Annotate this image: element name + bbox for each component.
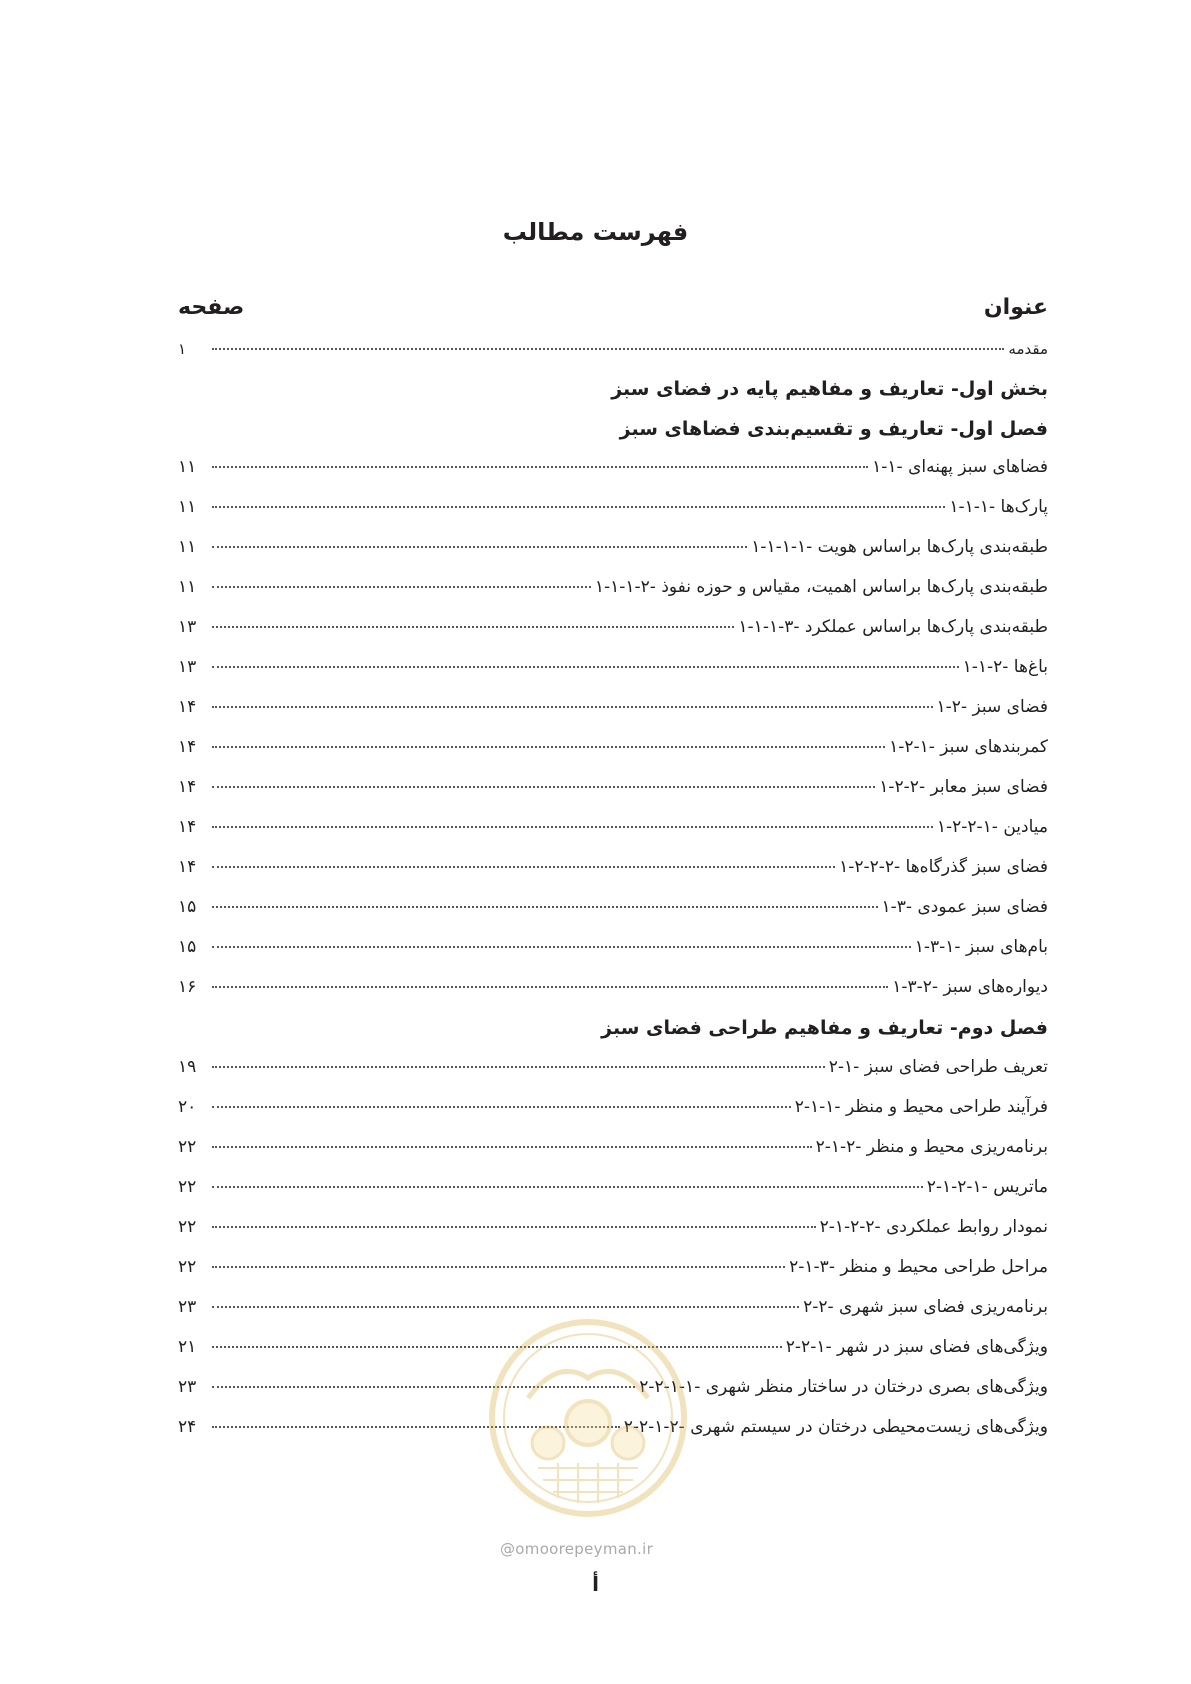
- dot-leader: [212, 946, 911, 948]
- dot-leader: [212, 1066, 825, 1068]
- dot-leader: [212, 1106, 791, 1108]
- dot-leader: [212, 506, 945, 508]
- toc-entry-title: ۲-۱-۲-۱- ماتریس: [926, 1177, 1048, 1197]
- toc-section-heading: بخش اول- تعاریف و مفاهیم پایه در فضای سبز: [611, 378, 1048, 400]
- toc-entry[interactable]: [178, 340, 1048, 358]
- dot-leader: [212, 626, 734, 628]
- toc-entry[interactable]: [178, 537, 1048, 557]
- toc-entry-page: ۱۹: [178, 1057, 197, 1077]
- toc-entry-title: مقدمه: [1008, 340, 1048, 358]
- toc-entry[interactable]: [178, 697, 1048, 717]
- dot-leader: [212, 1306, 799, 1308]
- toc-entry-page: ۱۱: [178, 457, 197, 477]
- toc-entry-page: ۱۴: [178, 857, 197, 877]
- dot-leader: [212, 1146, 812, 1148]
- seal-caption: @omoorepeyman.ir: [500, 1540, 654, 1558]
- toc-entry[interactable]: [178, 657, 1048, 677]
- toc-entry[interactable]: [178, 1217, 1048, 1237]
- toc-entry-page: ۲۳: [178, 1377, 197, 1397]
- toc-entry-page: ۲۲: [178, 1137, 197, 1157]
- dot-leader: [212, 746, 885, 748]
- toc-entry-page: ۱۵: [178, 897, 197, 917]
- dot-leader: [212, 906, 878, 908]
- toc-entry[interactable]: [178, 777, 1048, 797]
- toc-entry-page: ۲۲: [178, 1217, 197, 1237]
- toc-entry-title: ۲-۱-۲-۲- نمودار روابط عملکردی: [819, 1217, 1048, 1237]
- dot-leader: [212, 826, 933, 828]
- dot-leader: [212, 586, 591, 588]
- toc-entry-title: ۲-۱-۲- برنامه‌ریزی محیط و منظر: [815, 1137, 1048, 1157]
- toc-entry[interactable]: [178, 1097, 1048, 1117]
- page-column-heading: صفحه: [178, 295, 245, 320]
- toc-entry-page: ۱۱: [178, 497, 197, 517]
- toc-entry-page: ۱: [178, 340, 187, 358]
- title-column-heading: عنوان: [983, 295, 1048, 320]
- toc-entry-page: ۲۴: [178, 1417, 197, 1437]
- toc-entry-title: ۱-۱-۱-۳- طبقه‌بندی پارک‌ها براساس عملکرد: [738, 617, 1048, 637]
- dot-leader: [212, 1226, 816, 1228]
- dot-leader: [212, 1186, 923, 1188]
- toc-entry-title: ۱-۱-۱-۱- طبقه‌بندی پارک‌ها براساس هویت: [751, 537, 1048, 557]
- toc-entry-page: ۲۱: [178, 1337, 197, 1357]
- toc-entry-title: ۱-۱-۲- باغ‌ها: [962, 657, 1048, 677]
- toc-entry-title: ۱-۲-۲-۲- فضای سبز گذرگاه‌ها: [839, 857, 1048, 877]
- dot-leader: [212, 546, 747, 548]
- toc-entry-title: ۱-۳-۱- بام‌های سبز: [914, 937, 1048, 957]
- toc-entry[interactable]: [178, 577, 1048, 597]
- dot-leader: [212, 866, 835, 868]
- dot-leader: [212, 1266, 785, 1268]
- toc-entry-title: ۲-۱-۳- مراحل طراحی محیط و منظر: [789, 1257, 1048, 1277]
- toc-entry[interactable]: [178, 497, 1048, 517]
- toc-entry-page: ۲۳: [178, 1297, 197, 1317]
- toc-entry[interactable]: [178, 897, 1048, 917]
- toc-entry[interactable]: [178, 617, 1048, 637]
- dot-leader: [212, 786, 875, 788]
- toc-entry-page: ۱۱: [178, 537, 197, 557]
- toc-entry-page: ۱۳: [178, 657, 197, 677]
- toc-entry-page: ۱۱: [178, 577, 197, 597]
- page-number: أ: [592, 1572, 599, 1596]
- toc-entry[interactable]: [178, 1137, 1048, 1157]
- toc-section-heading: فصل دوم- تعاریف و مفاهیم طراحی فضای سبز: [601, 1017, 1048, 1039]
- toc-entry[interactable]: [178, 1297, 1048, 1317]
- toc-entry-title: ۱-۱-۱-۲- طبقه‌بندی پارک‌ها براساس اهمیت، مقیاس و حوزه نفوذ: [594, 577, 1048, 597]
- toc-entry[interactable]: [178, 737, 1048, 757]
- page-title: فهرست مطالب: [502, 218, 689, 246]
- toc-entry-title: ۱-۲- فضای سبز: [936, 697, 1048, 717]
- toc-entry-page: ۱۵: [178, 937, 197, 957]
- toc-entry-page: ۲۰: [178, 1097, 197, 1117]
- toc-entry-title: ۲-۲-۱-۲- ویژگی‌های زیست‌محیطی درختان در سیستم شهری: [623, 1417, 1048, 1437]
- toc-entry-title: ۲-۱- تعریف طراحی فضای سبز: [828, 1057, 1048, 1077]
- toc-entry-title: ۱-۲-۱- کمربندهای سبز: [889, 737, 1048, 757]
- toc-entry-page: ۱۴: [178, 737, 197, 757]
- toc-entry-page: ۱۶: [178, 977, 197, 997]
- toc-entry-title: ۲-۲- برنامه‌ریزی فضای سبز شهری: [803, 1297, 1048, 1317]
- toc-entry-page: ۱۴: [178, 697, 197, 717]
- toc-entry-page: ۱۴: [178, 817, 197, 837]
- toc-entry-page: ۱۳: [178, 617, 197, 637]
- toc-entry[interactable]: [178, 1057, 1048, 1077]
- toc-entry-title: ۲-۲-۱-۱- ویژگی‌های بصری درختان در ساختار منظر شهری: [639, 1377, 1048, 1397]
- seal-watermark-icon: [488, 1318, 688, 1518]
- toc-entry-title: ۱-۱-۱- پارک‌ها: [949, 497, 1048, 517]
- dot-leader: [212, 666, 959, 668]
- toc-entry-title: ۱-۱- فضاهای سبز پهنه‌ای: [872, 457, 1048, 477]
- toc-entry-title: ۱-۳- فضای سبز عمودی: [881, 897, 1048, 917]
- toc-entry[interactable]: [178, 937, 1048, 957]
- toc-entry-title: ۱-۳-۲- دیواره‌های سبز: [892, 977, 1048, 997]
- toc-section-heading: فصل اول- تعاریف و تقسیم‌بندی فضاهای سبز: [619, 418, 1048, 440]
- dot-leader: [212, 986, 888, 988]
- toc-entry-title: ۱-۲-۲- فضای سبز معابر: [879, 777, 1048, 797]
- toc-entry[interactable]: [178, 1177, 1048, 1197]
- toc-entry-page: ۲۲: [178, 1257, 197, 1277]
- toc-entry-page: ۲۲: [178, 1177, 197, 1197]
- dot-leader: [212, 466, 868, 468]
- toc-entry-page: ۱۴: [178, 777, 197, 797]
- dot-leader: [212, 706, 933, 708]
- toc-entry[interactable]: [178, 1257, 1048, 1277]
- toc-entry-title: ۲-۲-۱- ویژگی‌های فضای سبز در شهر: [785, 1337, 1048, 1357]
- toc-entry[interactable]: [178, 817, 1048, 837]
- toc-entry[interactable]: [178, 977, 1048, 997]
- toc-entry[interactable]: [178, 457, 1048, 477]
- dot-leader: [212, 348, 1004, 350]
- toc-entry[interactable]: [178, 857, 1048, 877]
- toc-entry-title: ۱-۲-۲-۱- میادین: [936, 817, 1048, 837]
- toc-entry-title: ۲-۱-۱- فرآیند طراحی محیط و منظر: [794, 1097, 1048, 1117]
